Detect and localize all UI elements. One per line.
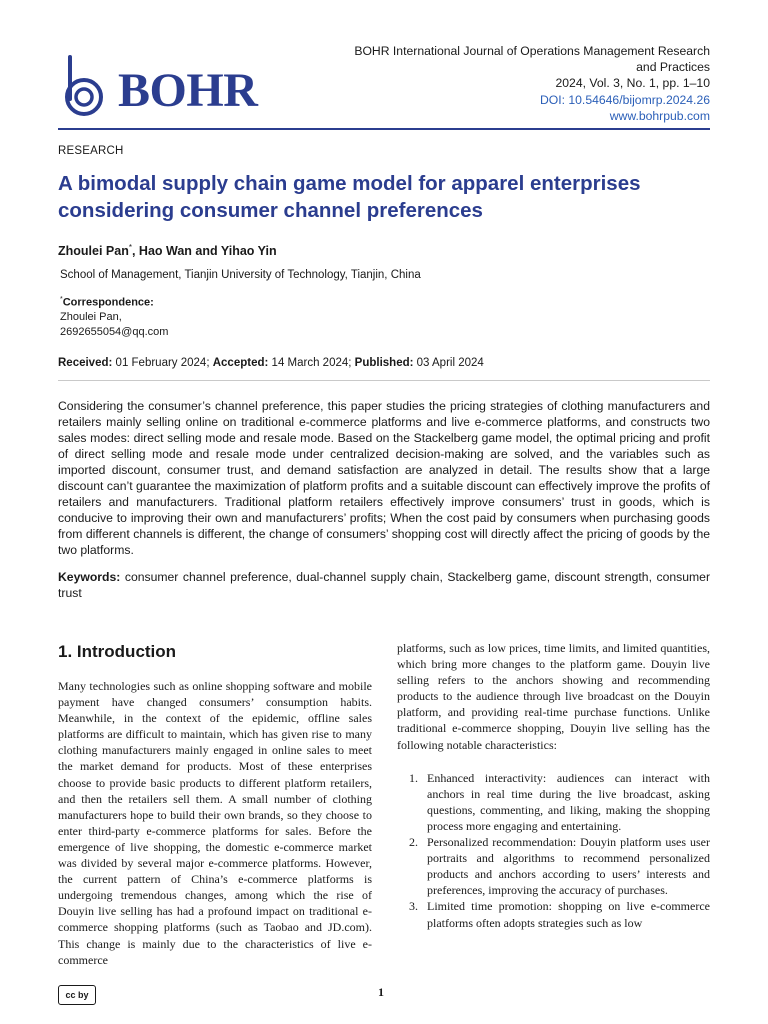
- page-number: 1: [378, 985, 384, 999]
- list-item-text: Limited time promotion: shopping on live e-commerce platforms often adopts strategies such as low: [427, 899, 710, 930]
- author-list: [58, 243, 277, 258]
- keywords: [58, 569, 710, 601]
- list-number: 2.: [409, 835, 418, 850]
- cc-by-license-icon[interactable]: [58, 985, 96, 1005]
- author-name: Zhoulei Pan: [58, 244, 129, 259]
- bohr-logo-icon: [58, 55, 114, 119]
- journal-name-line2: and Practices: [636, 60, 710, 75]
- accepted-label: Accepted:: [212, 357, 269, 369]
- received-label: Received:: [58, 357, 113, 369]
- doi-link[interactable]: DOI: 10.54646/bijomrp.2024.26: [539, 92, 710, 107]
- left-column: [58, 642, 372, 968]
- accepted-date: 14 March 2024;: [271, 357, 352, 369]
- correspondence-label: Correspondence:: [62, 296, 154, 309]
- list-number: 3.: [409, 899, 418, 914]
- list-number: 1.: [409, 770, 418, 785]
- article-title: A bimodal supply chain game model for apparel enterprises considering consumer channel preferences: [58, 172, 641, 222]
- article-dates: [58, 357, 484, 369]
- correspondence-email[interactable]: 2692655054@qq.com: [60, 325, 169, 338]
- correspondence-name: Zhoulei Pan,: [60, 311, 122, 324]
- section-label: RESEARCH: [58, 145, 124, 157]
- list-item: [409, 834, 710, 898]
- correspondence-block: [60, 293, 168, 339]
- section-heading-introduction: 1. Introduction: [58, 642, 177, 661]
- corresponding-marker: *: [128, 243, 132, 252]
- front-matter-divider: [58, 380, 710, 381]
- characteristics-list: [397, 770, 710, 931]
- logo-text: BOHR: [118, 64, 258, 117]
- intro-paragraph: Many technologies such as online shopping software and mobile payment have changed consumers’ consumption habits. Meanwhile, in the context of the epidemic, offline sales platforms are difficult to maintain, which has given rise to many clothing manufacturers mainly engaged in online sales to meet the market demand for products. Most of these enterprises choose to provide basic products to different platform retailers, and then the retailers sell them. A small number of clothing manufacturers hope to build their own brands, so they choose to enter third-party e-commerce platforms for sales. Before the emergence of live shopping, the domestic e-commerce market was divided by several major e-commerce platforms. However, the current pattern of China’s e-commerce platforms is undergoing tremendous changes, among which the rise of Douyin live selling has had a profound impact on traditional e-commerce shopping platforms (such as Taobao and JD.com). This change is mainly due to the characteristics of live e-commerce: [58, 679, 372, 967]
- author-names: , Hao Wan and Yihao Yin: [131, 244, 277, 259]
- bohr-logo: [58, 55, 278, 119]
- journal-info: [310, 43, 710, 124]
- header-divider: [58, 128, 710, 130]
- corresponding-marker: *: [60, 296, 63, 303]
- intro-paragraph-continued: platforms, such as low prices, time limits, and limited quantities, which bring more changes to the platform game. Douyin live selling refers to the anchors showing and recommending products to the audience through live broadcast on the Douyin platform, and providing real-time purchase functions. Unlike traditional e-commerce shopping, Douyin live selling has the following notable characteristics:: [397, 641, 710, 752]
- abstract: Considering the consumer’s channel preference, this paper studies the pricing strategies of clothing manufacturers and retailers mainly selling online on traditional e-commerce platforms and live e-commerce platforms, and constructs two sales modes: direct selling mode and resale mode. Based on the Stackelberg game model, the optimal pricing and profit of direct selling mode and resale mode under centralized decision-making are solved, and the variables such as imported discount, consumer trust, and demand satisfaction are analyzed in detail. The results show that a large discount can’t guarantee the maximization of platform profits and a suitable discount can effectively improve the profits of retailers and manufacturers. Traditional platform retailers effectively improve consumers’ trust in goods, which is conducive to improving their own and manufacturers’ profits; When the cost paid by consumers when purchasing goods from different channels is different, the change of consumers’ shopping cost will directly affect the pricing of goods by the two platforms.: [58, 399, 710, 557]
- keywords-text: consumer channel preference, dual-channel supply chain, Stackelberg game, discount strength, consumer trust: [58, 570, 710, 600]
- received-date: 01 February 2024;: [115, 357, 210, 369]
- list-item-text: Personalized recommendation: Douyin platform uses user portraits and algorithms to recommend personalized products and anchors according to users’ interests and preferences, improving the accuracy of purchases.: [427, 835, 710, 898]
- license-badge-text: cc by: [65, 990, 89, 1000]
- website-link[interactable]: www.bohrpub.com: [609, 108, 710, 123]
- affiliation: School of Management, Tianjin University of Technology, Tianjin, China: [60, 269, 421, 281]
- published-date: 03 April 2024: [416, 357, 484, 369]
- journal-name-line1: BOHR International Journal of Operations Management Research: [354, 44, 710, 58]
- keywords-label: Keywords:: [58, 570, 121, 584]
- list-item-text: Enhanced interactivity: audiences can interact with anchors in real time during the live broadcast, asking questions, commenting, and liking, making the shopping process more engaging and entertaining.: [427, 770, 710, 833]
- right-column: [397, 640, 710, 931]
- list-item: [409, 898, 710, 930]
- volume-info: 2024, Vol. 3, No. 1, pp. 1–10: [555, 76, 710, 91]
- list-item: [409, 770, 710, 834]
- published-label: Published:: [354, 357, 414, 369]
